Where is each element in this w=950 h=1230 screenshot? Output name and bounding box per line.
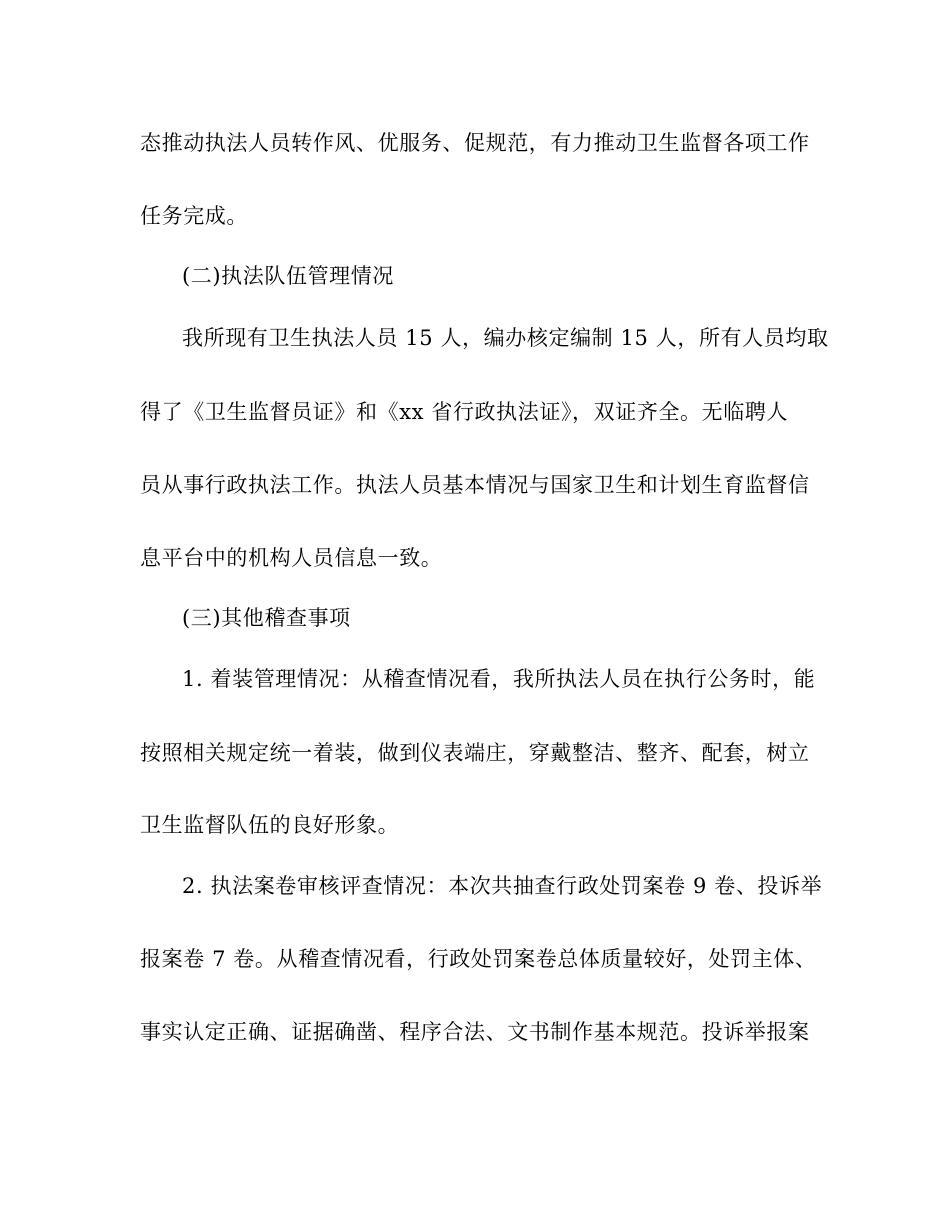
paragraph-line: 员从事行政执法工作。执法人员基本情况与国家卫生和计划生育监督信 [140,473,810,497]
paragraph-line: 事实认定正确、证据确凿、程序合法、文书制作基本规范。投诉举报案 [140,1020,810,1044]
paragraph-line: 我所现有卫生执法人员 15 人，编办核定编制 15 人，所有人员均取 [182,326,829,350]
section-heading: (三)其他稽查事项 [182,606,351,630]
paragraph-line: 1. 着装管理情况：从稽查情况看，我所执法人员在执行公务时，能 [182,667,816,691]
paragraph-line: 卫生监督队伍的良好形象。 [140,813,400,837]
paragraph-line: 2. 执法案卷审核评查情况：本次共抽查行政处罚案卷 9 卷、投诉举 [182,874,823,898]
paragraph-line: 按照相关规定统一着装，做到仪表端庄，穿戴整洁、整齐、配套，树立 [140,741,810,765]
paragraph-line: 报案卷 7 卷。从稽查情况看，行政处罚案卷总体质量较好，处罚主体、 [140,947,817,971]
paragraph-line: 态推动执法人员转作风、优服务、促规范，有力推动卫生监督各项工作 [140,131,810,155]
paragraph-line: 息平台中的机构人员信息一致。 [140,546,443,570]
paragraph-line: 任务完成。 [140,204,248,228]
section-heading: (二)执法队伍管理情况 [182,264,394,288]
paragraph-line: 得了《卫生监督员证》和《xx 省行政执法证》，双证齐全。无临聘人 [140,400,789,424]
